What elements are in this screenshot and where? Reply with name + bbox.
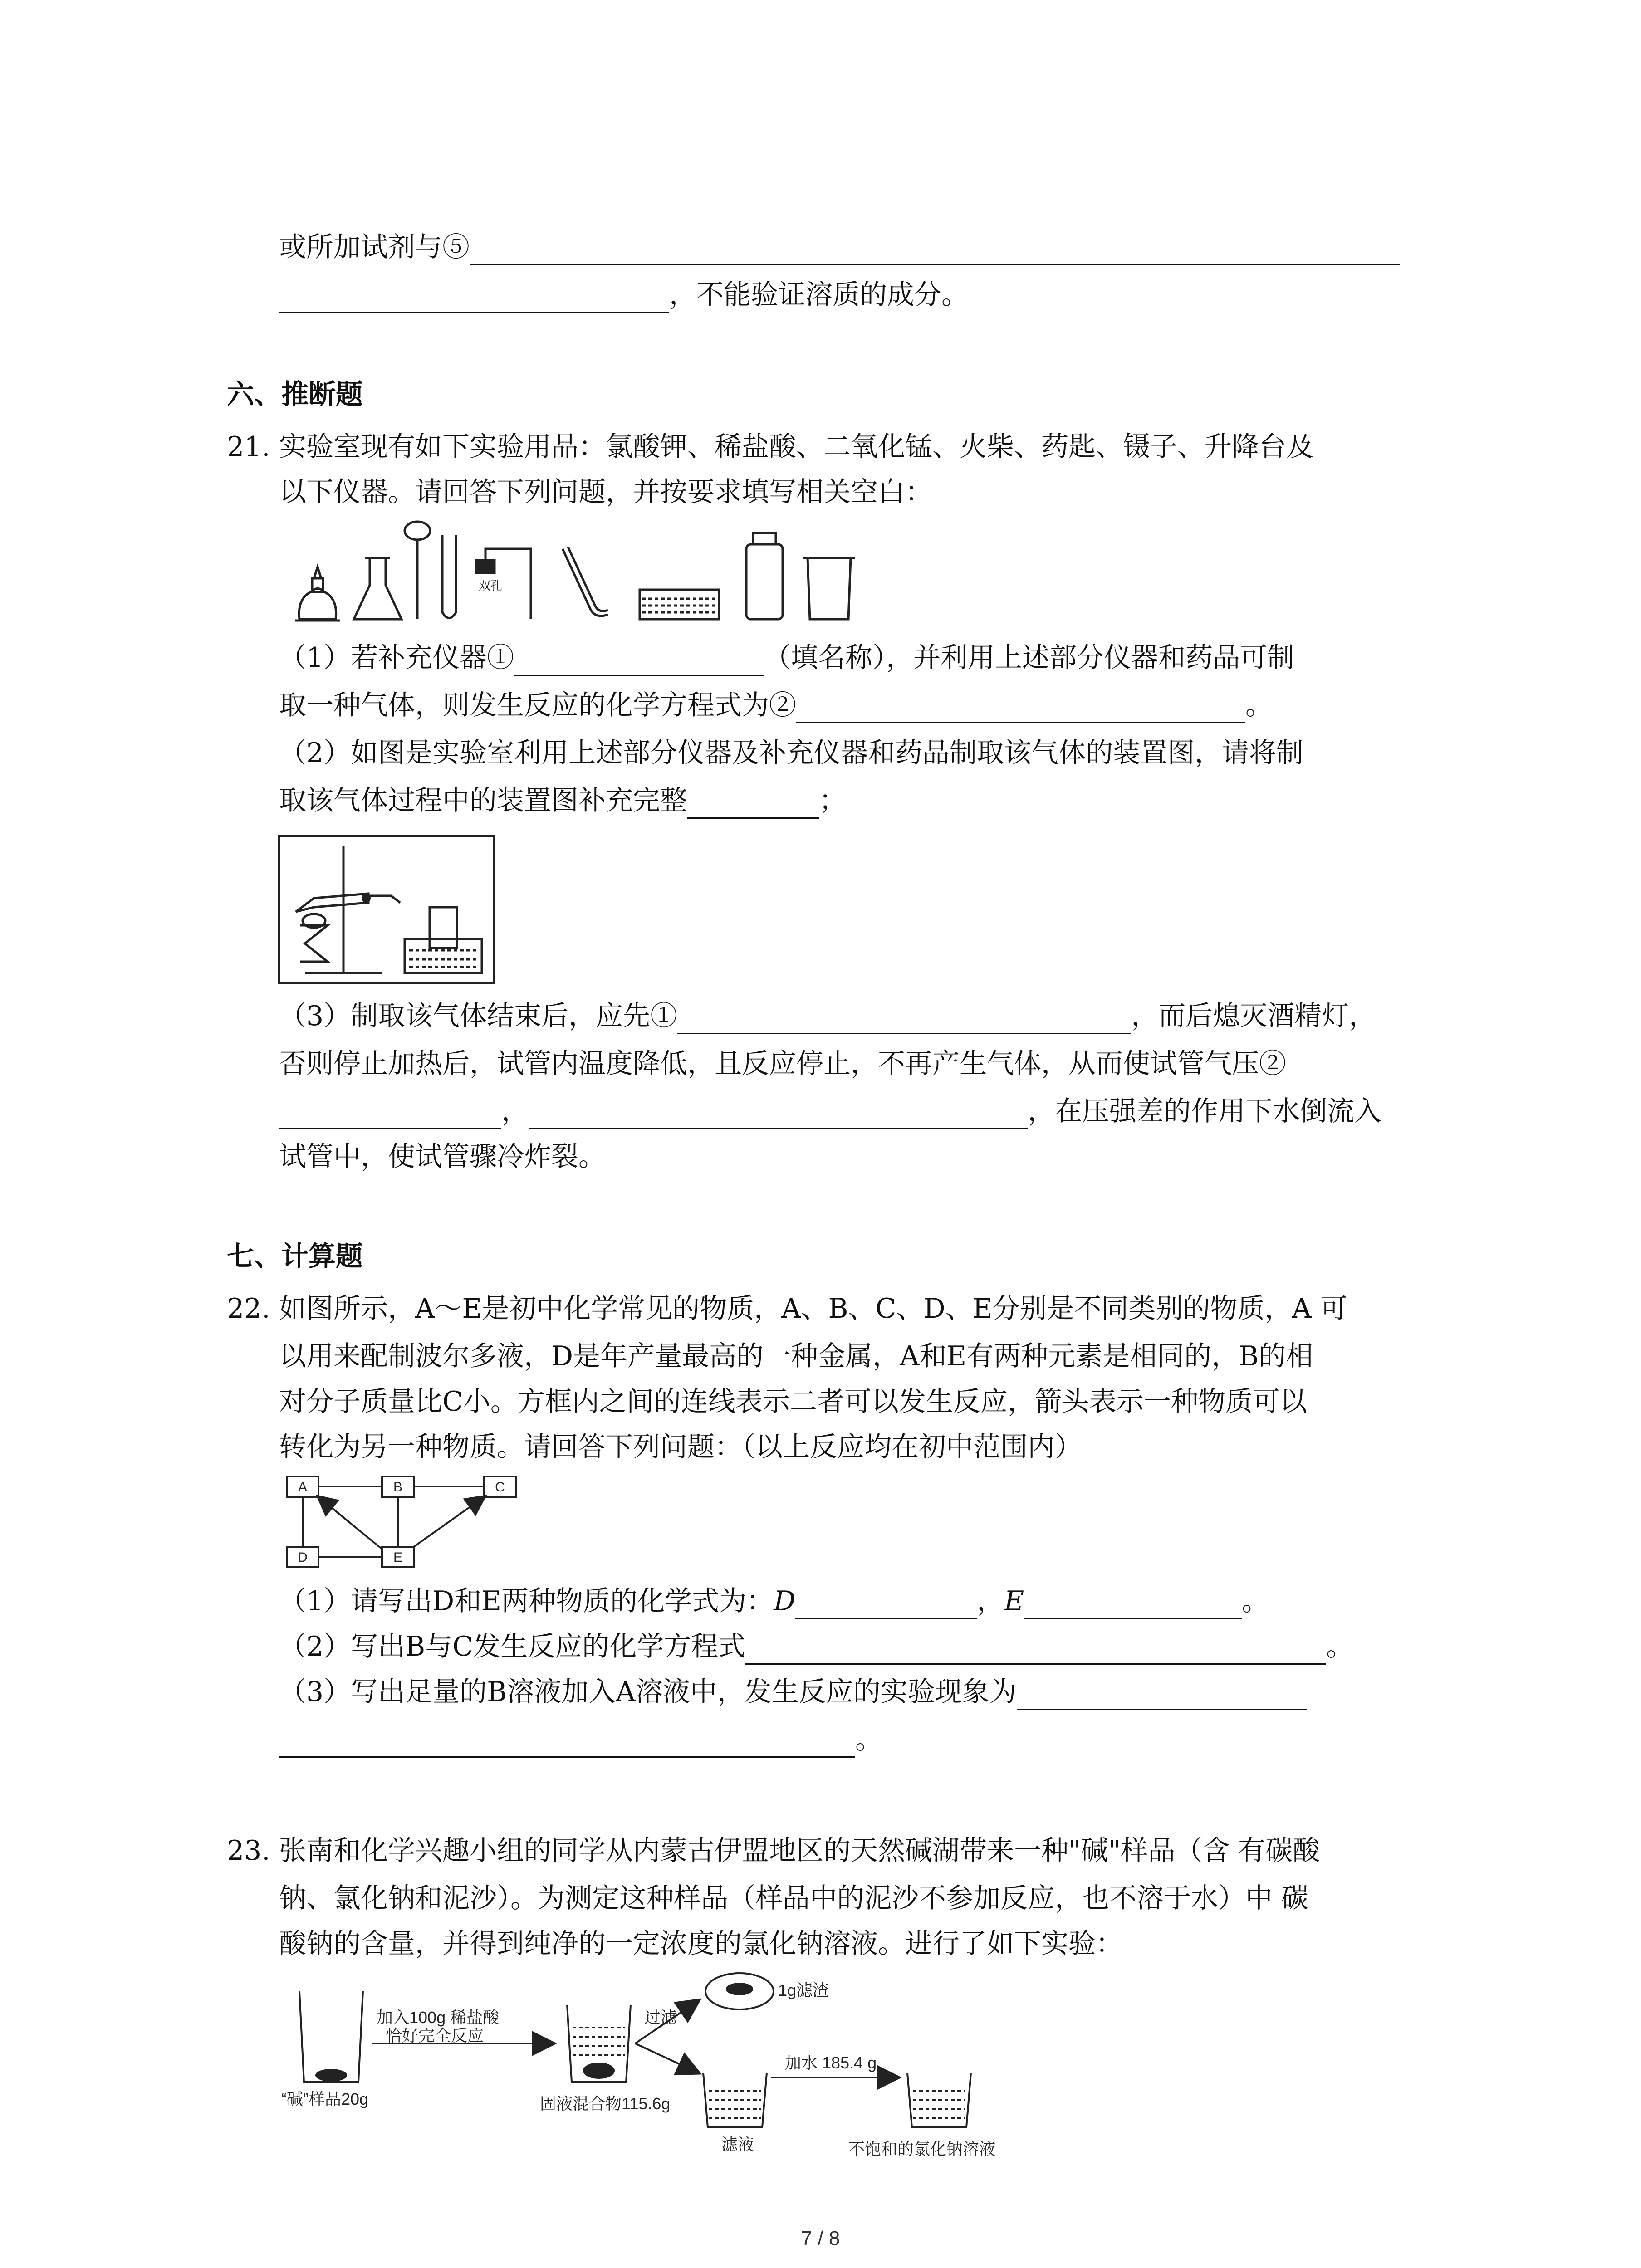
gas-collecting-bottle-icon	[746, 533, 783, 619]
box-e-label: E	[393, 1550, 403, 1565]
q21-p3-line2: 否则停止加热后，试管内温度降低，且反应停止，不再产生气体，从而使试管气压②	[279, 1048, 1286, 1080]
long-neck-funnel-icon	[405, 522, 430, 619]
q22-p1	[279, 1583, 1269, 1619]
section-heading: 六、推断题	[227, 379, 363, 411]
q21-p3-text-d: ，	[501, 1095, 529, 1127]
mixture-label: 固液混合物115.6g	[540, 2094, 671, 2113]
answer-blank[interactable]	[745, 1636, 1326, 1665]
section-heading: 七、计算题	[227, 1241, 363, 1272]
answer-blank[interactable]	[279, 1101, 501, 1129]
q22-p2	[279, 1628, 1353, 1665]
q22-p1-end: 。	[1242, 1585, 1269, 1617]
q23-line1: 张南和化学兴趣小组的同学从内蒙古伊盟地区的天然碱湖带来一种"碱"样品（含 有碳酸	[279, 1835, 1320, 1867]
alcohol-lamp-icon	[295, 567, 340, 621]
sample-label: “碱”样品20g	[281, 2090, 369, 2108]
q21-p1-line2	[279, 687, 1273, 723]
q21-p3-text-e: ，在压强差的作用下水倒流入	[1028, 1095, 1381, 1127]
q21-p2-line2	[279, 782, 846, 819]
q22-p2-text: （2）写出B与C发生反应的化学方程式	[279, 1631, 746, 1662]
q21-p1-text-d: 。	[1245, 689, 1273, 721]
q22-line1: 如图所示，A～E是初中化学常见的物质，A、B、C、D、E分别是不同类别的物质，A 可	[279, 1293, 1347, 1325]
q21-intro-line1: 实验室现有如下实验用品：氯酸钾、稀盐酸、二氧化锰、火柴、药匙、镊子、升降台及	[279, 431, 1313, 463]
filter-label: 过滤	[644, 2008, 677, 2027]
q22-p1-e: E	[1004, 1585, 1024, 1617]
q22-p1-text: （1）请写出D和E两种物质的化学式为：	[279, 1585, 774, 1617]
answer-blank[interactable]	[470, 237, 1400, 265]
box-d-label: D	[298, 1550, 308, 1565]
q23-line2: 钠、氯化钠和泥沙）。为测定这种样品（样品中的泥沙不参加反应，也不溶于水）中 碳	[279, 1882, 1309, 1914]
add-water-label: 加水 185.4 g	[785, 2053, 877, 2072]
q22-line3: 对分子质量比C小。方框内之间的连线表示二者可以发生反应，箭头表示一种物质可以	[279, 1386, 1307, 1418]
answer-blank[interactable]	[279, 284, 669, 313]
box-a-label: A	[298, 1480, 308, 1495]
q22-p1-d: D	[774, 1585, 796, 1617]
page-number: 7 / 8	[801, 2227, 840, 2249]
q23-line3: 酸钠的含量，并得到纯净的一定浓度的氯化钠溶液。进行了如下实验：	[279, 1928, 1123, 1960]
q21-p1-text-a: （1）若补充仪器①	[279, 642, 514, 674]
gas-generation-apparatus-figure	[278, 835, 495, 984]
apparatus-label: 双孔	[479, 579, 503, 593]
q22-p2-end: 。	[1326, 1631, 1354, 1662]
answer-blank[interactable]	[1024, 1591, 1242, 1619]
q21-p3-text-b: ，而后熄灭酒精灯，	[1131, 1000, 1376, 1032]
answer-blank[interactable]	[514, 647, 764, 676]
q21-p3-line3	[279, 1093, 1381, 1129]
q21-p1-line1	[279, 640, 1294, 676]
answer-blank[interactable]	[529, 1101, 1028, 1129]
conical-flask-icon	[354, 558, 402, 619]
add-acid-label-1: 加入100g 稀盐酸	[377, 2008, 500, 2027]
q22-line4: 转化为另一种物质。请回答下列问题：（以上反应均在初中范围内）	[279, 1431, 1082, 1463]
beaker-icon	[803, 558, 855, 619]
test-tube-icon	[442, 535, 456, 618]
q21-p2-text-c: ；	[819, 785, 846, 816]
answer-blank[interactable]	[1017, 1681, 1307, 1710]
q21-p2-line1: （2）如图是实验室利用上述部分仪器及补充仪器和药品制取该气体的装置图，请将制	[279, 737, 1304, 769]
bent-tube-icon	[563, 547, 608, 616]
q22-p3-line1	[279, 1674, 1307, 1710]
q22-p3-end: 。	[855, 1724, 882, 1755]
beaker-icon	[299, 1991, 363, 2082]
water-trough-icon	[640, 590, 719, 619]
question-number: 23.	[227, 1835, 270, 1867]
answer-blank[interactable]	[677, 1006, 1131, 1034]
q20-line1-text: 或所加试剂与⑤	[279, 231, 470, 263]
q21-intro-line2: 以下仪器。请回答下列问题，并按要求填写相关空白：	[279, 476, 932, 508]
q21-p3-text-a: （3）制取该气体结束后，应先①	[279, 1000, 678, 1032]
q21-p1-text-b: （填名称），并利用上述部分仪器和药品可制	[764, 642, 1295, 674]
q20-line2-text: ，不能验证溶质的成分。	[669, 279, 969, 311]
q22-p3-text: （3）写出足量的B溶液加入A溶液中，发生反应的实验现象为	[279, 1676, 1017, 1708]
filtrate-label: 滤液	[721, 2135, 754, 2154]
question-number: 22.	[227, 1293, 270, 1325]
experiment-flow-figure	[272, 1964, 1043, 2168]
answer-blank[interactable]	[687, 790, 819, 819]
q21-p2-text-b: 取该气体过程中的装置图补充完整	[279, 785, 687, 816]
answer-blank[interactable]	[279, 1729, 855, 1758]
answer-blank[interactable]	[796, 695, 1245, 723]
apparatus-figure	[290, 517, 880, 631]
q21-p3-line4: 试管中，使试管骤冷炸裂。	[279, 1141, 606, 1173]
q20-line1	[279, 229, 1400, 265]
q22-p1-comma: ，	[977, 1585, 1004, 1617]
box-b-label: B	[393, 1480, 403, 1495]
q20-line2	[279, 277, 969, 313]
question-number: 21.	[227, 431, 270, 463]
residue-label: 1g滤渣	[778, 1981, 829, 1999]
box-c-label: C	[495, 1480, 505, 1495]
solution-label: 不饱和的氯化钠溶液	[848, 2140, 996, 2158]
add-acid-label-2: 恰好完全反应	[386, 2026, 484, 2045]
answer-blank[interactable]	[795, 1591, 977, 1619]
q21-p1-text-c: 取一种气体，则发生反应的化学方程式为②	[279, 689, 796, 721]
substance-relation-diagram	[278, 1472, 532, 1576]
q21-p3-line1	[279, 998, 1376, 1034]
q22-p3-line2	[279, 1721, 882, 1758]
q22-line2: 以用来配制波尔多液，D是年产量最高的一种金属，A和E有两种元素是相同的，B的相	[279, 1340, 1313, 1372]
